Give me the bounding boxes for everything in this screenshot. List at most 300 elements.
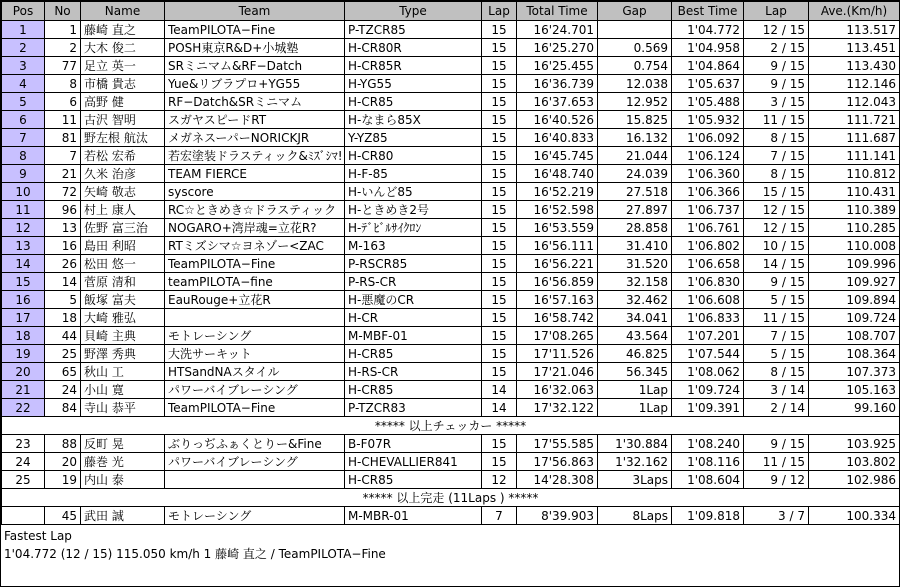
cell-pos: 6: [2, 111, 45, 129]
cell-gap: 27.897: [598, 201, 672, 219]
cell-no: 72: [45, 183, 81, 201]
cell-type: M-MBF-01: [345, 327, 482, 345]
cell-best-lap: 5 / 15: [744, 291, 809, 309]
cell-team: teamPILOTA−fine: [165, 273, 345, 291]
cell-name: 寺山 恭平: [81, 399, 165, 417]
cell-best-lap: 10 / 15: [744, 237, 809, 255]
header-gap: Gap: [598, 2, 672, 21]
cell-type: H-CHEVALLIER841: [345, 453, 482, 471]
cell-average-speed: 99.160: [809, 399, 900, 417]
cell-best-time: 1'05.488: [672, 93, 744, 111]
cell-pos: 8: [2, 147, 45, 165]
cell-no: 84: [45, 399, 81, 417]
cell-lap: 15: [482, 39, 517, 57]
cell-best-time: 1'06.608: [672, 291, 744, 309]
cell-no: 44: [45, 327, 81, 345]
cell-name: 野澤 秀典: [81, 345, 165, 363]
cell-lap: 15: [482, 129, 517, 147]
cell-lap: 15: [482, 93, 517, 111]
cell-name: 貝崎 主典: [81, 327, 165, 345]
cell-no: 26: [45, 255, 81, 273]
cell-pos: 2: [2, 39, 45, 57]
header-total-time: Total Time: [517, 2, 598, 21]
cell-average-speed: 100.334: [809, 507, 900, 525]
cell-team: syscore: [165, 183, 345, 201]
cell-total-time: 16'57.163: [517, 291, 598, 309]
cell-gap: 24.039: [598, 165, 672, 183]
cell-pos: 13: [2, 237, 45, 255]
cell-name: 矢崎 敬志: [81, 183, 165, 201]
cell-name: 藤崎 直之: [81, 21, 165, 39]
cell-team: TeamPILOTA−Fine: [165, 399, 345, 417]
cell-team: 若宏塗装ドラスティック&ﾐｽﾞｼﾏ!: [165, 147, 345, 165]
cell-total-time: 16'58.742: [517, 309, 598, 327]
cell-best-lap: 8 / 15: [744, 129, 809, 147]
result-row: [2, 183, 900, 201]
cell-lap: 15: [482, 363, 517, 381]
cell-best-lap: 8 / 15: [744, 165, 809, 183]
cell-total-time: 17'11.526: [517, 345, 598, 363]
cell-no: 7: [45, 147, 81, 165]
checker-note-row: [2, 417, 900, 435]
cell-lap: 15: [482, 75, 517, 93]
result-row: [2, 21, 900, 39]
cell-best-time: 1'06.658: [672, 255, 744, 273]
cell-best-time: 1'06.833: [672, 309, 744, 327]
cell-gap: 28.858: [598, 219, 672, 237]
cell-gap: 15.825: [598, 111, 672, 129]
cell-lap: 15: [482, 111, 517, 129]
result-row: [2, 507, 900, 525]
cell-lap: 15: [482, 255, 517, 273]
cell-type: H-ﾃﾞﾋﾞﾙｻｲｸﾛﾝ: [345, 219, 482, 237]
cell-average-speed: 105.163: [809, 381, 900, 399]
cell-best-time: 1'08.062: [672, 363, 744, 381]
cell-total-time: 16'36.739: [517, 75, 598, 93]
cell-total-time: 16'40.526: [517, 111, 598, 129]
cell-total-time: 16'52.219: [517, 183, 598, 201]
cell-no: 16: [45, 237, 81, 255]
result-row: [2, 111, 900, 129]
cell-pos: 10: [2, 183, 45, 201]
cell-team: TeamPILOTA−Fine: [165, 21, 345, 39]
cell-gap: 1Lap: [598, 381, 672, 399]
cell-lap: 15: [482, 435, 517, 453]
cell-team: HTSandNAスタイル: [165, 363, 345, 381]
cell-gap: 32.158: [598, 273, 672, 291]
cell-best-time: 1'06.366: [672, 183, 744, 201]
cell-best-lap: 11 / 15: [744, 111, 809, 129]
cell-best-lap: 11 / 15: [744, 453, 809, 471]
cell-lap: 15: [482, 147, 517, 165]
cell-gap: 46.825: [598, 345, 672, 363]
cell-average-speed: 108.707: [809, 327, 900, 345]
cell-team: POSH東京R&D+小城塾: [165, 39, 345, 57]
cell-total-time: 17'08.265: [517, 327, 598, 345]
cell-name: 野左根 航汰: [81, 129, 165, 147]
cell-name: 村上 康人: [81, 201, 165, 219]
cell-best-time: 1'08.604: [672, 471, 744, 489]
cell-best-lap: 9 / 15: [744, 435, 809, 453]
cell-team: [165, 471, 345, 489]
cell-no: 19: [45, 471, 81, 489]
cell-gap: 1Lap: [598, 399, 672, 417]
cell-average-speed: 102.986: [809, 471, 900, 489]
cell-gap: 31.410: [598, 237, 672, 255]
cell-type: H-いんど85: [345, 183, 482, 201]
cell-pos: 1: [2, 21, 45, 39]
cell-total-time: 17'56.863: [517, 453, 598, 471]
cell-total-time: 14'28.308: [517, 471, 598, 489]
cell-team: RC☆ときめき☆ドラスティック: [165, 201, 345, 219]
result-row: [2, 471, 900, 489]
header-pos: Pos: [2, 2, 45, 21]
cell-best-time: 1'09.724: [672, 381, 744, 399]
cell-gap: 31.520: [598, 255, 672, 273]
cell-team: NOGARO+湾岸魂=立花R?: [165, 219, 345, 237]
cell-pos: 25: [2, 471, 45, 489]
cell-total-time: 16'48.740: [517, 165, 598, 183]
cell-type: M-MBR-01: [345, 507, 482, 525]
result-row: [2, 219, 900, 237]
cell-best-lap: 9 / 15: [744, 75, 809, 93]
cell-average-speed: 110.389: [809, 201, 900, 219]
result-row: [2, 435, 900, 453]
cell-pos: 21: [2, 381, 45, 399]
cell-pos: 12: [2, 219, 45, 237]
cell-team: モトレーシング: [165, 327, 345, 345]
cell-lap: 15: [482, 183, 517, 201]
cell-no: 96: [45, 201, 81, 219]
result-row: [2, 381, 900, 399]
result-row: [2, 39, 900, 57]
result-row: [2, 75, 900, 93]
cell-total-time: 16'25.270: [517, 39, 598, 57]
header-average-speed: Ave.(Km/h): [809, 2, 900, 21]
cell-type: M-163: [345, 237, 482, 255]
cell-gap: 8Laps: [598, 507, 672, 525]
cell-no: 45: [45, 507, 81, 525]
cell-pos: 3: [2, 57, 45, 75]
result-row: [2, 93, 900, 111]
cell-best-lap: 2 / 14: [744, 399, 809, 417]
cell-name: 久米 治彦: [81, 165, 165, 183]
cell-name: 秋山 工: [81, 363, 165, 381]
cell-type: H-ときめき2号: [345, 201, 482, 219]
cell-team: パワーバイブレーシング: [165, 381, 345, 399]
cell-pos: 20: [2, 363, 45, 381]
cell-best-time: 1'06.830: [672, 273, 744, 291]
cell-total-time: 16'52.598: [517, 201, 598, 219]
cell-best-lap: 3 / 15: [744, 93, 809, 111]
cell-best-time: 1'05.637: [672, 75, 744, 93]
header-best-time: Best Time: [672, 2, 744, 21]
cell-no: 1: [45, 21, 81, 39]
cell-type: P-RS-CR: [345, 273, 482, 291]
cell-total-time: 16'37.653: [517, 93, 598, 111]
cell-pos: 23: [2, 435, 45, 453]
cell-lap: 12: [482, 471, 517, 489]
cell-total-time: 8'39.903: [517, 507, 598, 525]
cell-type: H-CR85: [345, 345, 482, 363]
cell-name: 佐野 富三治: [81, 219, 165, 237]
result-row: [2, 453, 900, 471]
not-checkered-rows: [2, 435, 900, 489]
cell-average-speed: 108.364: [809, 345, 900, 363]
cell-no: 81: [45, 129, 81, 147]
cell-total-time: 17'55.585: [517, 435, 598, 453]
result-row: [2, 201, 900, 219]
cell-team: [165, 309, 345, 327]
cell-average-speed: 103.925: [809, 435, 900, 453]
cell-gap: 12.952: [598, 93, 672, 111]
header-name: Name: [81, 2, 165, 21]
cell-name: 菅原 清和: [81, 273, 165, 291]
cell-best-time: 1'08.240: [672, 435, 744, 453]
header-no: No: [45, 2, 81, 21]
cell-team: Yue&リブラプロ+YG55: [165, 75, 345, 93]
cell-best-lap: 7 / 15: [744, 327, 809, 345]
cell-type: H-CR85: [345, 381, 482, 399]
header-type: Type: [345, 2, 482, 21]
cell-type: P-TZCR83: [345, 399, 482, 417]
cell-best-lap: 3 / 14: [744, 381, 809, 399]
cell-lap: 14: [482, 399, 517, 417]
cell-team: RTミズシマ☆ヨネゾー<ZAC: [165, 237, 345, 255]
cell-pos: 14: [2, 255, 45, 273]
cell-type: H-CR85: [345, 471, 482, 489]
cell-gap: 32.462: [598, 291, 672, 309]
cell-name: 島田 利昭: [81, 237, 165, 255]
fastest-lap-text: 1'04.772 (12 / 15) 115.050 km/h 1 藤崎 直之 / TeamPILOTA−Fine: [4, 547, 386, 561]
cell-type: H-RS-CR: [345, 363, 482, 381]
cell-average-speed: 109.927: [809, 273, 900, 291]
cell-name: 足立 英一: [81, 57, 165, 75]
cell-gap: 0.754: [598, 57, 672, 75]
cell-team: モトレーシング: [165, 507, 345, 525]
cell-type: H-CR85: [345, 93, 482, 111]
cell-name: 若松 宏希: [81, 147, 165, 165]
cell-type: Y-YZ85: [345, 129, 482, 147]
cell-average-speed: 111.141: [809, 147, 900, 165]
cell-average-speed: 110.812: [809, 165, 900, 183]
cell-best-time: 1'07.544: [672, 345, 744, 363]
cell-type: H-F-85: [345, 165, 482, 183]
finish-note-row: [2, 489, 900, 507]
checker-note: ***** 以上チェッカー *****: [2, 417, 900, 435]
cell-gap: 1'30.884: [598, 435, 672, 453]
result-row: [2, 399, 900, 417]
cell-average-speed: 112.146: [809, 75, 900, 93]
cell-lap: 15: [482, 219, 517, 237]
cell-team: 大洗サーキット: [165, 345, 345, 363]
cell-type: H-YG55: [345, 75, 482, 93]
result-row: [2, 345, 900, 363]
cell-best-lap: 9 / 15: [744, 273, 809, 291]
cell-pos: 18: [2, 327, 45, 345]
cell-total-time: 16'25.455: [517, 57, 598, 75]
cell-gap: 27.518: [598, 183, 672, 201]
cell-no: 88: [45, 435, 81, 453]
cell-total-time: 16'40.833: [517, 129, 598, 147]
cell-best-lap: 14 / 15: [744, 255, 809, 273]
cell-name: 高野 健: [81, 93, 165, 111]
cell-total-time: 16'24.701: [517, 21, 598, 39]
cell-name: 市橋 貴志: [81, 75, 165, 93]
cell-lap: 15: [482, 291, 517, 309]
result-row: [2, 363, 900, 381]
cell-type: H-CR85R: [345, 57, 482, 75]
cell-best-lap: 3 / 7: [744, 507, 809, 525]
cell-lap: 15: [482, 453, 517, 471]
cell-team: TeamPILOTA−Fine: [165, 255, 345, 273]
cell-team: ぶりっぢふぁくとりー&Fine: [165, 435, 345, 453]
cell-type: P-RSCR85: [345, 255, 482, 273]
result-row: [2, 327, 900, 345]
cell-no: 18: [45, 309, 81, 327]
cell-average-speed: 103.802: [809, 453, 900, 471]
cell-total-time: 17'21.046: [517, 363, 598, 381]
cell-team: メガネスーパーNORICKJR: [165, 129, 345, 147]
cell-total-time: 16'32.063: [517, 381, 598, 399]
cell-best-lap: 15 / 15: [744, 183, 809, 201]
cell-gap: 3Laps: [598, 471, 672, 489]
cell-name: 小山 寛: [81, 381, 165, 399]
result-row: [2, 291, 900, 309]
cell-no: 2: [45, 39, 81, 57]
cell-best-lap: 12 / 15: [744, 201, 809, 219]
header-row: [2, 2, 900, 21]
cell-gap: [598, 21, 672, 39]
cell-total-time: 17'32.122: [517, 399, 598, 417]
cell-best-lap: 8 / 15: [744, 363, 809, 381]
cell-lap: 15: [482, 309, 517, 327]
cell-pos: 24: [2, 453, 45, 471]
header-best-lap: Lap: [744, 2, 809, 21]
cell-gap: 21.044: [598, 147, 672, 165]
cell-lap: 15: [482, 21, 517, 39]
cell-gap: 12.038: [598, 75, 672, 93]
cell-total-time: 16'53.559: [517, 219, 598, 237]
cell-average-speed: 109.724: [809, 309, 900, 327]
result-row: [2, 57, 900, 75]
cell-name: 松田 悠一: [81, 255, 165, 273]
cell-best-time: 1'05.932: [672, 111, 744, 129]
cell-pos: 17: [2, 309, 45, 327]
cell-average-speed: 109.996: [809, 255, 900, 273]
cell-no: 14: [45, 273, 81, 291]
cell-no: 5: [45, 291, 81, 309]
cell-best-time: 1'09.818: [672, 507, 744, 525]
cell-no: 11: [45, 111, 81, 129]
cell-no: 65: [45, 363, 81, 381]
cell-no: 24: [45, 381, 81, 399]
cell-team: RF−Datch&SRミニマム: [165, 93, 345, 111]
cell-average-speed: 113.451: [809, 39, 900, 57]
cell-average-speed: 113.430: [809, 57, 900, 75]
cell-total-time: 16'56.111: [517, 237, 598, 255]
cell-pos: 7: [2, 129, 45, 147]
cell-no: 13: [45, 219, 81, 237]
cell-average-speed: 113.517: [809, 21, 900, 39]
cell-average-speed: 111.721: [809, 111, 900, 129]
cell-no: 21: [45, 165, 81, 183]
cell-name: 内山 泰: [81, 471, 165, 489]
cell-best-time: 1'09.391: [672, 399, 744, 417]
cell-lap: 7: [482, 507, 517, 525]
cell-gap: 34.041: [598, 309, 672, 327]
cell-type: H-CR: [345, 309, 482, 327]
cell-type: H-悪魔のCR: [345, 291, 482, 309]
cell-name: 大木 俊二: [81, 39, 165, 57]
cell-total-time: 16'45.745: [517, 147, 598, 165]
cell-type: P-TZCR85: [345, 21, 482, 39]
cell-best-time: 1'06.360: [672, 165, 744, 183]
cell-lap: 15: [482, 327, 517, 345]
cell-pos: 22: [2, 399, 45, 417]
cell-pos: 19: [2, 345, 45, 363]
cell-best-time: 1'06.761: [672, 219, 744, 237]
cell-no: 20: [45, 453, 81, 471]
cell-best-lap: 9 / 15: [744, 57, 809, 75]
cell-average-speed: 112.043: [809, 93, 900, 111]
cell-average-speed: 110.431: [809, 183, 900, 201]
cell-pos: 15: [2, 273, 45, 291]
cell-best-time: 1'06.092: [672, 129, 744, 147]
cell-lap: 15: [482, 273, 517, 291]
cell-gap: 43.564: [598, 327, 672, 345]
result-row: [2, 147, 900, 165]
cell-team: TEAM FIERCE: [165, 165, 345, 183]
classified-rows: [2, 21, 900, 417]
result-row: [2, 309, 900, 327]
cell-pos: 11: [2, 201, 45, 219]
cell-gap: 0.569: [598, 39, 672, 57]
cell-best-time: 1'04.772: [672, 21, 744, 39]
cell-lap: 15: [482, 345, 517, 363]
cell-best-time: 1'06.737: [672, 201, 744, 219]
cell-average-speed: 107.373: [809, 363, 900, 381]
cell-gap: 1'32.162: [598, 453, 672, 471]
cell-average-speed: 111.687: [809, 129, 900, 147]
cell-lap: 15: [482, 57, 517, 75]
cell-best-lap: 12 / 15: [744, 21, 809, 39]
cell-average-speed: 110.008: [809, 237, 900, 255]
cell-best-lap: 5 / 15: [744, 345, 809, 363]
results-table: [1, 1, 900, 525]
cell-best-lap: 12 / 15: [744, 219, 809, 237]
cell-gap: 16.132: [598, 129, 672, 147]
cell-type: H-CR80R: [345, 39, 482, 57]
finish-note: ***** 以上完走 (11Laps ) *****: [2, 489, 900, 507]
cell-pos: [2, 507, 45, 525]
cell-best-lap: 11 / 15: [744, 309, 809, 327]
header-lap: Lap: [482, 2, 517, 21]
cell-lap: 15: [482, 237, 517, 255]
cell-best-lap: 2 / 15: [744, 39, 809, 57]
cell-name: 反町 晃: [81, 435, 165, 453]
cell-no: 25: [45, 345, 81, 363]
cell-name: 飯塚 富夫: [81, 291, 165, 309]
fastest-lap-title: Fastest Lap: [4, 529, 72, 543]
cell-team: パワーバイブレーシング: [165, 453, 345, 471]
cell-pos: 9: [2, 165, 45, 183]
cell-no: 8: [45, 75, 81, 93]
cell-team: SRミニマム&RF−Datch: [165, 57, 345, 75]
result-row: [2, 255, 900, 273]
cell-pos: 5: [2, 93, 45, 111]
cell-no: 6: [45, 93, 81, 111]
